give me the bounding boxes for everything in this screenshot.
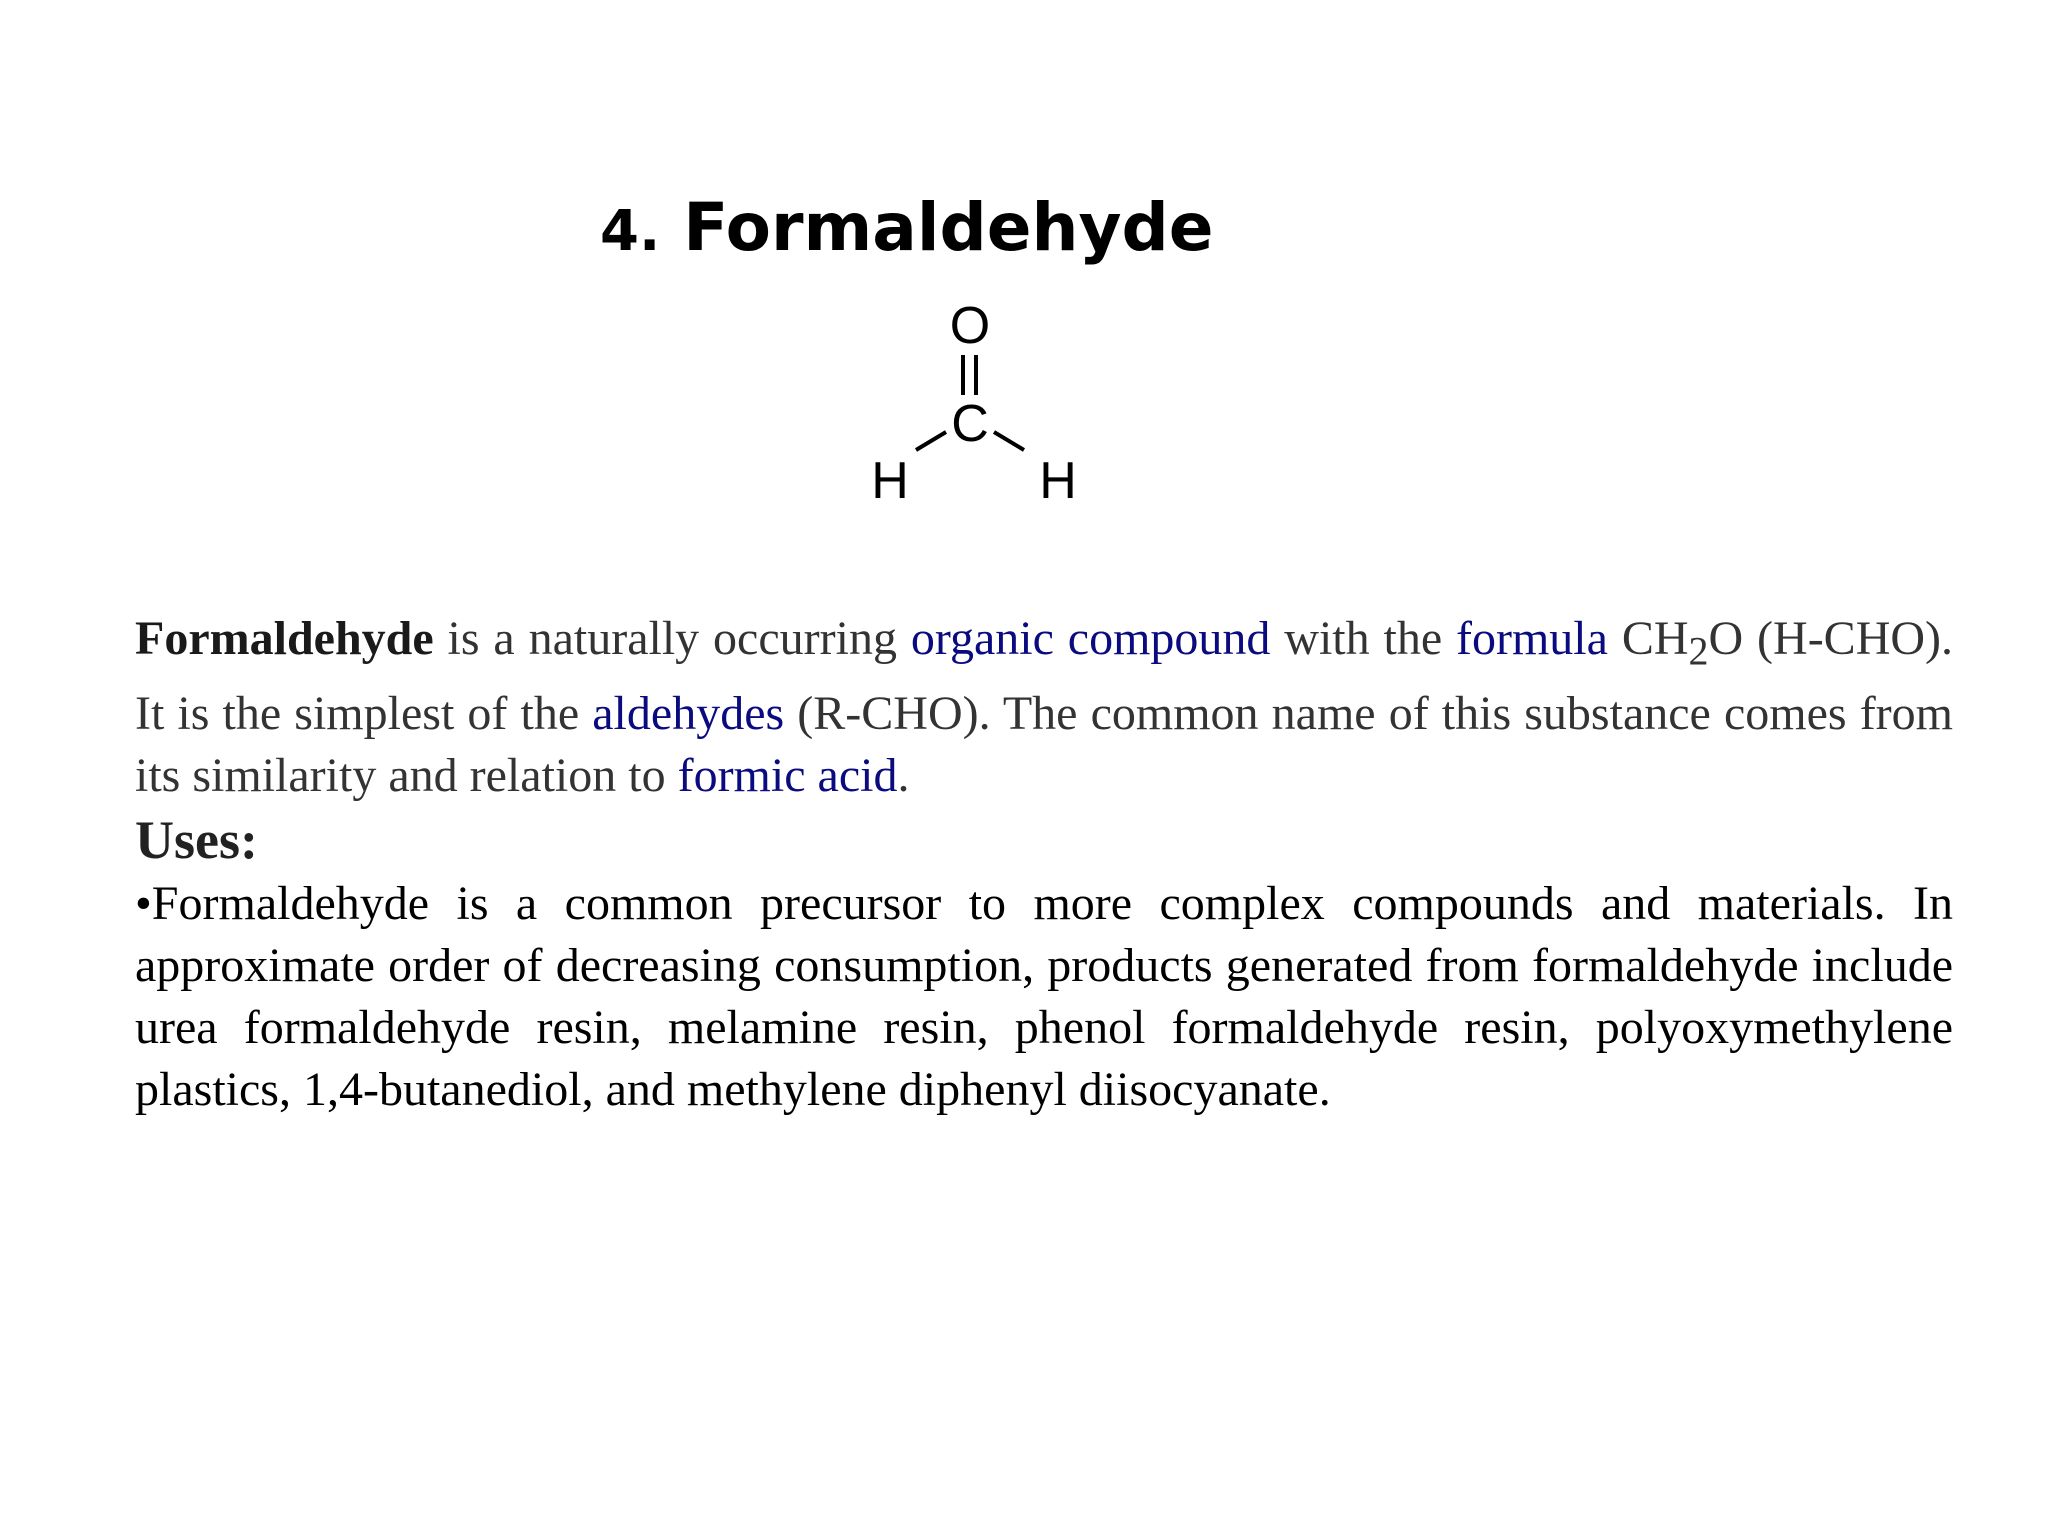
title-text: Formaldehyde <box>660 189 1214 266</box>
description-text-4: (R-CHO). The common name of this substance comes from its similarity and relation to <box>135 686 1954 802</box>
description-term: Formaldehyde <box>135 612 434 665</box>
uses-heading: Uses: <box>135 809 258 870</box>
slide-title <box>600 189 1214 266</box>
formula-subscript: 2 <box>1688 628 1709 674</box>
aldehydes-link[interactable]: aldehydes <box>592 686 785 740</box>
hydrogen-right-atom-label: H <box>1039 452 1077 510</box>
description-text-5: . <box>897 748 910 802</box>
description-paragraph <box>135 608 1953 807</box>
hydrogen-left-atom-label: H <box>871 452 909 510</box>
organic-compound-link[interactable]: organic compound <box>910 612 1271 665</box>
single-bond-left <box>916 432 946 450</box>
uses-bullet-item: •Formaldehyde is a common precursor to more complex compounds and materials. In approximate order of decreasing consumption, products generated from formaldehyde include urea formaldehyde resin, melamine resin, phenol formaldehyde resin, polyoxymethylene plastics, 1,4-butanediol, and methylene diphenyl diisocyanate. <box>135 876 1953 1116</box>
formaldehyde-structure-diagram <box>850 295 1090 525</box>
formic-acid-link[interactable]: formic acid <box>677 748 898 802</box>
description-text-2: with the <box>1270 612 1456 665</box>
description-text-3: O (H-CHO). It is the simplest of the <box>135 612 1954 740</box>
single-bond-right <box>994 432 1024 450</box>
carbon-atom-label: C <box>951 395 989 453</box>
description-text-1: is a naturally occurring <box>433 612 911 665</box>
title-number: 4. <box>600 199 661 264</box>
formula-link[interactable]: formula <box>1456 612 1608 665</box>
oxygen-atom-label: O <box>949 297 991 355</box>
formula-ch: CH <box>1607 612 1689 665</box>
content-body <box>135 608 1953 1121</box>
